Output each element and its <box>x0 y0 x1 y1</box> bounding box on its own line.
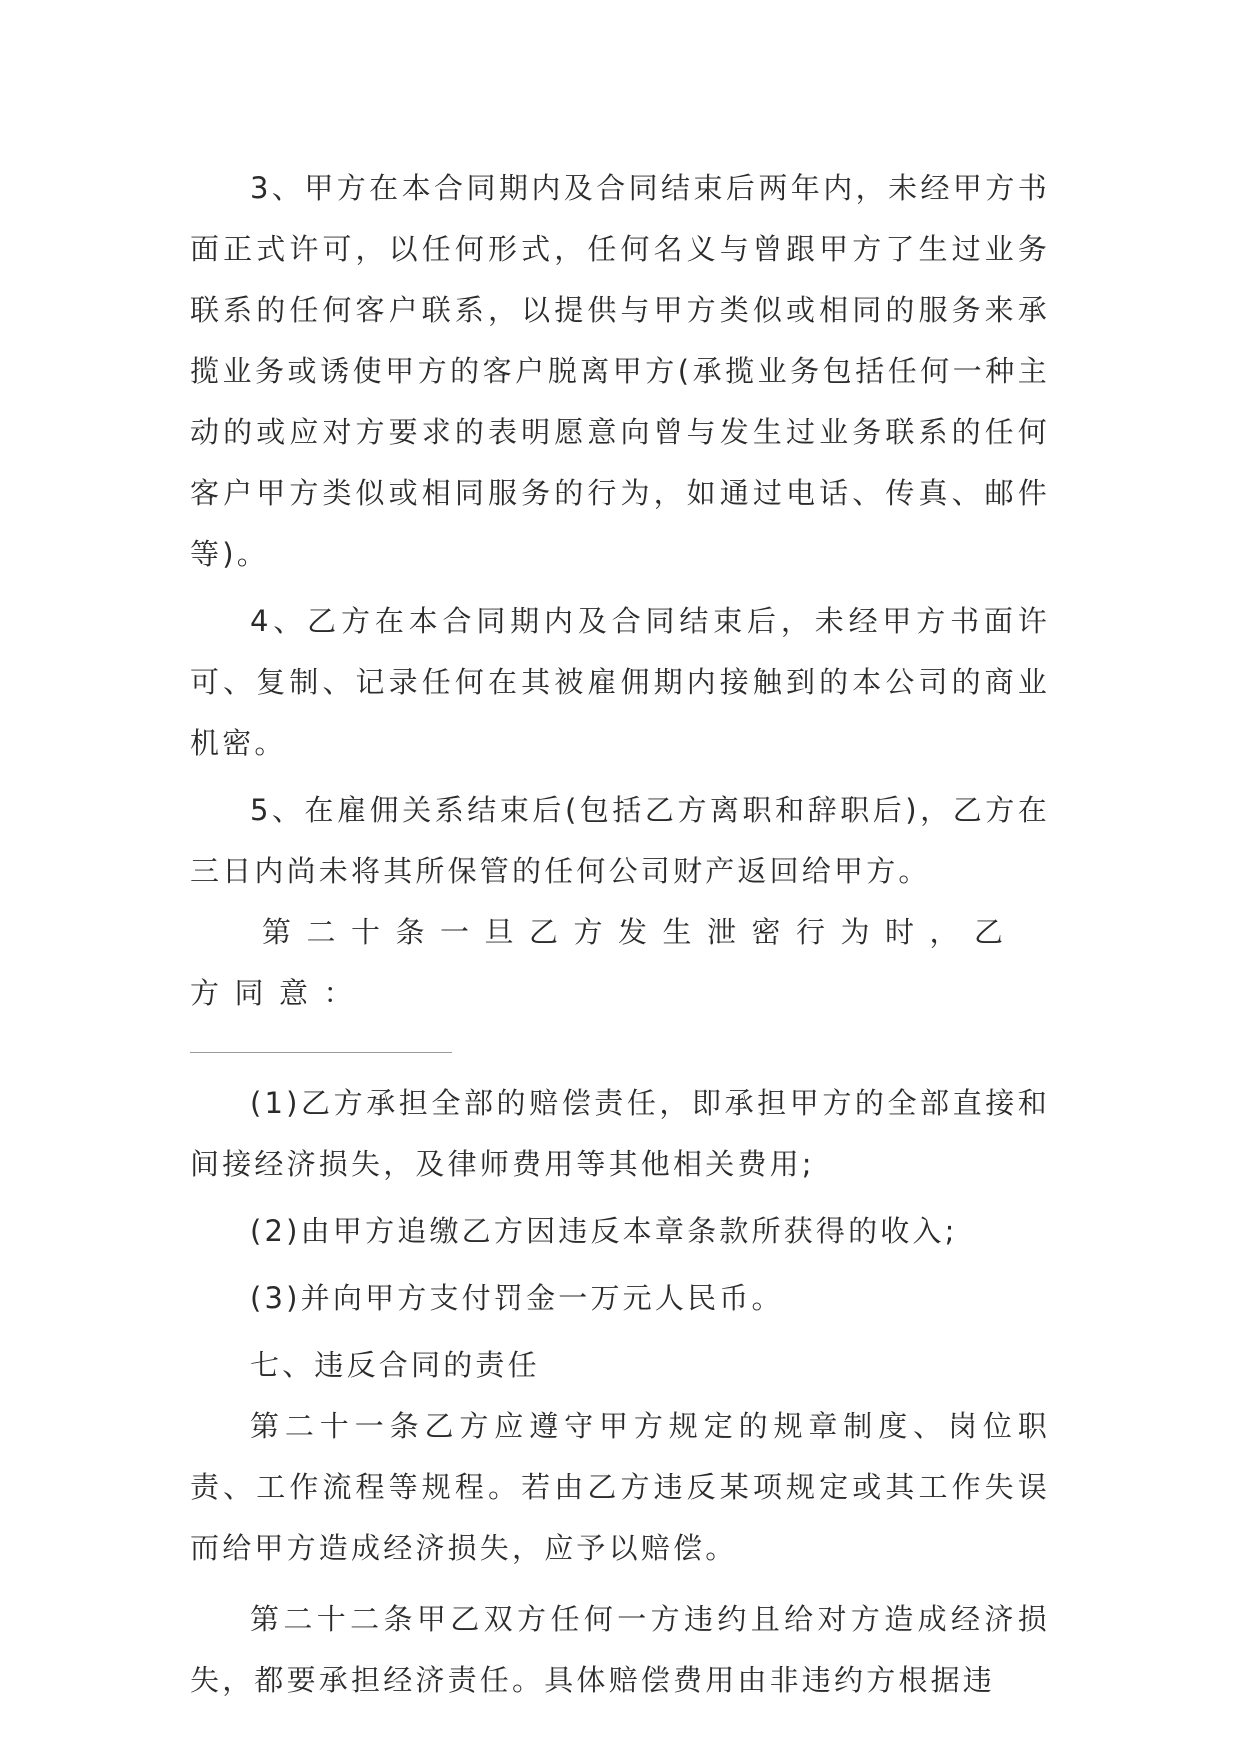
clause-5-paragraph: 5、在雇佣关系结束后(包括乙方离职和辞职后)，乙方在三日内尚未将其所保管的任何公司财产返回给甲方。 <box>190 793 1050 888</box>
item-2-paragraph: (2)由甲方追缴乙方因违反本章条款所获得的收入; <box>250 1214 958 1248</box>
section-divider <box>190 1052 452 1053</box>
clause-4-paragraph: 4、乙方在本合同期内及合同结束后，未经甲方书面许可、复制、记录任何在其被雇佣期内接触到的本公司的商业机密。 <box>190 604 1050 760</box>
article-20-heading: 第二十条一旦乙方发生泄密行为时，乙方同意： <box>190 915 1019 1010</box>
article-22-paragraph: 第二十二条甲乙双方任何一方违约且给对方造成经济损失，都要承担经济责任。具体赔偿费用由非违约方根据违 <box>190 1602 1050 1697</box>
article-21-paragraph: 第二十一条乙方应遵守甲方规定的规章制度、岗位职责、工作流程等规程。若由乙方违反某项规定或其工作失误而给甲方造成经济损失，应予以赔偿。 <box>190 1409 1050 1565</box>
item-3-paragraph: (3)并向甲方支付罚金一万元人民币。 <box>250 1281 784 1315</box>
clause-3-paragraph: 3、甲方在本合同期内及合同结束后两年内，未经甲方书面正式许可，以任何形式，任何名义与曾跟甲方了生过业务联系的任何客户联系，以提供与甲方类似或相同的服务来承揽业务或诱使甲方的客户脱离甲方(承揽业务包括任何一种主动的或应对方要求的表明愿意向曾与发生过业务联系的任何客户甲方类似或相同服务的行为，如通过电话、传真、邮件等)。 <box>190 171 1050 571</box>
section-7-heading: 七、违反合同的责任 <box>250 1348 540 1382</box>
document-body <box>190 158 1050 1711</box>
item-1-paragraph: (1)乙方承担全部的赔偿责任，即承担甲方的全部直接和间接经济损失，及律师费用等其他相关费用; <box>190 1086 1050 1181</box>
